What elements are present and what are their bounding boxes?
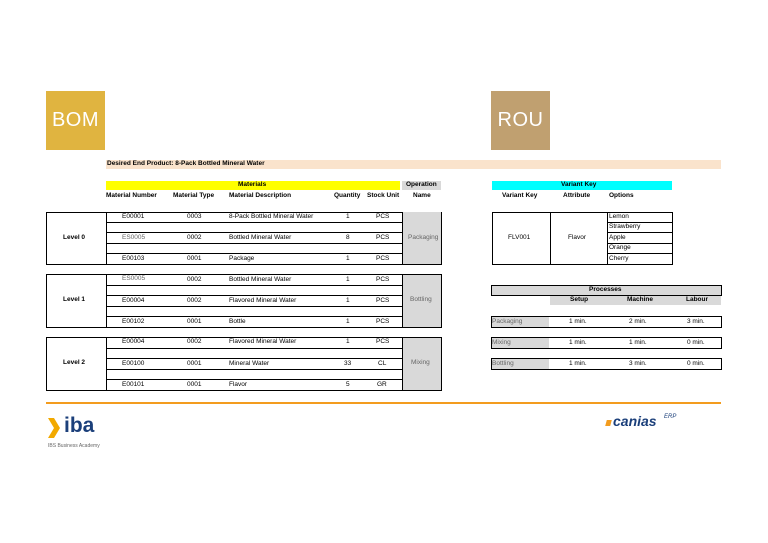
l0-r1-type: 0002 (187, 234, 202, 241)
processes-header: Processes (589, 286, 622, 293)
canias-mark-icon (605, 420, 612, 426)
l0-r0-description: 8-Pack Bottled Mineral Water (229, 213, 314, 220)
canias-logo-suffix: ERP (664, 414, 677, 420)
l1-r2-number: E00102 (122, 318, 145, 325)
l2-r2-unit: GR (377, 381, 387, 388)
l2-r0-unit: PCS (376, 338, 390, 345)
l2-r1-number: E00100 (122, 360, 145, 367)
level-2-operation: Mixing (411, 359, 430, 366)
l2-r2-description: Flavor (229, 381, 248, 388)
l1-r1-quantity: 1 (346, 297, 350, 304)
l1-r0-type: 0002 (187, 276, 202, 283)
variant-col-key: Variant Key (502, 192, 538, 199)
operation-header: Operation (406, 181, 437, 188)
col-material-description: Material Description (229, 192, 292, 199)
l0-r0-unit: PCS (376, 213, 390, 220)
l0-r0-number: E00001 (122, 213, 145, 220)
canias-logo-text: canias (613, 413, 657, 429)
l1-r1-unit: PCS (376, 297, 390, 304)
process-col-setup: Setup (570, 296, 589, 303)
variant-option-orange: Orange (609, 244, 631, 251)
variant-option-strawberry: Strawberry (609, 223, 641, 230)
l2-r1-description: Mineral Water (229, 360, 270, 367)
l1-r0-number: ES0005 (122, 275, 146, 282)
col-material-type: Material Type (173, 192, 215, 199)
l0-r2-number: E00103 (122, 255, 145, 262)
process-mixing-labour: 0 min. (687, 339, 705, 346)
l0-r1-quantity: 8 (346, 234, 350, 241)
variant-attribute-value: Flavor (568, 234, 587, 241)
process-mixing-name: Mixing (492, 339, 511, 346)
process-packaging-name: Packaging (492, 318, 523, 325)
iba-tagline: IBS Business Academy (48, 443, 100, 449)
l2-r2-type: 0001 (187, 381, 202, 388)
canias-logo (606, 413, 686, 433)
variant-header: Variant Key (561, 181, 597, 188)
l2-r0-quantity: 1 (346, 338, 350, 345)
l0-r0-quantity: 1 (346, 213, 350, 220)
process-col-machine: Machine (627, 296, 654, 303)
iba-logo-mark-icon (48, 418, 62, 438)
iba-logo-text: iba (64, 414, 95, 437)
l1-r0-unit: PCS (376, 276, 390, 283)
level-2-label: Level 2 (63, 359, 86, 366)
l2-r0-number: E00004 (122, 338, 145, 345)
process-bottling-name: Bottling (492, 360, 514, 367)
l0-r1-description: Bottled Mineral Water (229, 234, 292, 241)
l2-r1-unit: CL (378, 360, 387, 367)
l2-r0-description: Flavored Mineral Water (229, 338, 297, 345)
variant-key-value: FLV001 (508, 234, 531, 241)
materials-header: Materials (238, 181, 267, 188)
process-bottling-machine: 3 min. (629, 360, 647, 367)
col-operation-name: Name (413, 192, 431, 199)
l0-r2-quantity: 1 (346, 255, 350, 262)
col-material-number: Material Number (106, 192, 157, 199)
l0-r1-unit: PCS (376, 234, 390, 241)
rou-tile (491, 91, 550, 150)
level-0-label: Level 0 (63, 234, 86, 241)
bom-tile-label: BOM (51, 109, 100, 131)
variant-option-lemon: Lemon (609, 213, 629, 220)
l1-r1-number: E00004 (122, 297, 145, 304)
col-stock-unit: Stock Unit (367, 192, 400, 199)
level-0-operation: Packaging (408, 234, 439, 241)
l2-r1-type: 0001 (187, 360, 202, 367)
process-bottling-setup: 1 min. (569, 360, 587, 367)
l0-r2-description: Package (229, 255, 255, 262)
l1-r0-description: Bottled Mineral Water (229, 276, 292, 283)
rou-tile-label: ROU (497, 109, 544, 131)
l2-r0-type: 0002 (187, 338, 202, 345)
l1-r1-type: 0002 (187, 297, 202, 304)
variant-col-options: Options (609, 192, 634, 199)
process-mixing-machine: 1 min. (629, 339, 647, 346)
level-1-label: Level 1 (63, 296, 86, 303)
l1-r2-type: 0001 (187, 318, 202, 325)
l1-r2-unit: PCS (376, 318, 390, 325)
process-packaging-setup: 1 min. (569, 318, 587, 325)
l0-r0-type: 0003 (187, 213, 202, 220)
l1-r2-quantity: 1 (346, 318, 350, 325)
process-packaging-labour: 3 min. (687, 318, 705, 325)
l0-r2-unit: PCS (376, 255, 390, 262)
bom-tile (46, 91, 105, 150)
process-packaging-machine: 2 min. (629, 318, 647, 325)
process-mixing-setup: 1 min. (569, 339, 587, 346)
process-bottling-labour: 0 min. (687, 360, 705, 367)
iba-logo (48, 414, 118, 452)
level-1-operation: Bottling (410, 296, 432, 303)
variant-col-attribute: Attribute (563, 192, 591, 199)
col-quantity: Quantity (334, 192, 361, 199)
l2-r2-number: E00101 (122, 381, 145, 388)
l0-r1-number: ES0005 (122, 234, 146, 241)
l2-r2-quantity: 5 (346, 381, 350, 388)
variant-option-apple: Apple (609, 234, 626, 241)
variant-option-cherry: Cherry (609, 255, 629, 262)
l0-r2-type: 0001 (187, 255, 202, 262)
l1-r0-quantity: 1 (346, 276, 350, 283)
product-line: Desired End Product: 8-Pack Bottled Mineral Water (107, 160, 265, 167)
l1-r1-description: Flavored Mineral Water (229, 297, 297, 304)
footer-divider (46, 402, 721, 404)
process-col-labour: Labour (686, 296, 709, 303)
l1-r2-description: Bottle (229, 318, 246, 325)
l2-r1-quantity: 33 (344, 360, 352, 367)
